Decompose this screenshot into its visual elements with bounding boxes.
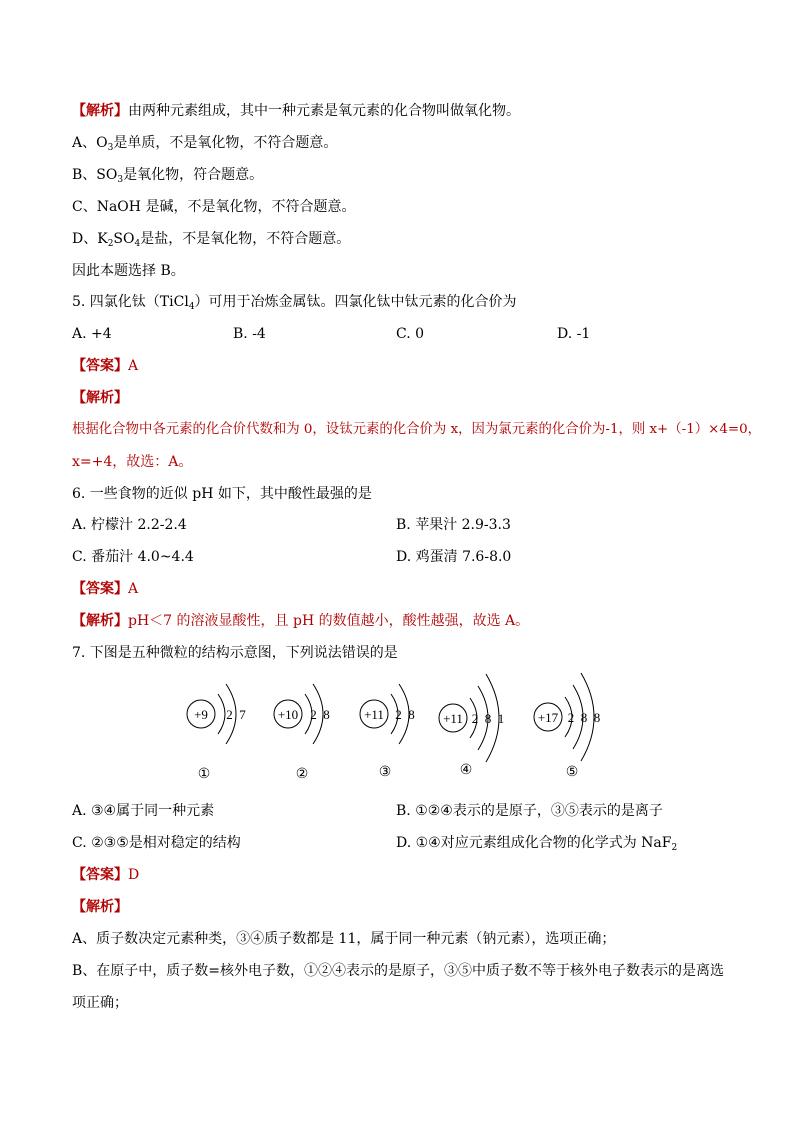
- q5-explain-line1: 根据化合物中各元素的化合价代数和为 0，设钛元素的化合价为 x，因为氯元素的化合价为-1，则 x+（-1）×4=0，: [72, 422, 761, 437]
- analysis-tag: 【解析】: [72, 103, 128, 119]
- particle-1: [187, 684, 246, 782]
- q5-answer: [72, 356, 138, 376]
- atomic-structure-diagram: [0, 668, 794, 788]
- nucleus-charge: +10: [277, 707, 299, 722]
- particle-2: [274, 684, 330, 782]
- electron-shells: 2 8: [395, 707, 415, 722]
- particle-4: [439, 674, 504, 778]
- q6-option-b: B. 苹果汁 2.9-3.3: [396, 517, 511, 533]
- q6-answer: 【答案】A: [72, 581, 139, 597]
- q6-stem: 6. 一些食物的近似 pH 如下，其中酸性最强的是: [72, 486, 372, 502]
- q7-answer: 【答案】D: [72, 867, 140, 883]
- particle-label: ④: [459, 763, 473, 778]
- q7-option-c: C. ②③⑤是相对稳定的结构: [72, 835, 241, 851]
- nucleus-charge: +17: [537, 710, 559, 725]
- electron-shells: 2 7: [226, 707, 246, 722]
- q6-option-a: A. 柠檬汁 2.2-2.4: [72, 517, 187, 533]
- particle-label: ③: [378, 765, 392, 780]
- q5-option-c: C. 0: [396, 326, 425, 342]
- nucleus-charge: +11: [443, 711, 463, 726]
- q6-option-c: C. 番茄汁 4.0~4.4: [72, 549, 194, 565]
- q4-option-c-explain: C、NaOH 是碱，不是氧化物，不符合题意。: [72, 199, 356, 215]
- electron-shells: 2 8 1: [471, 711, 505, 726]
- particle-5: [534, 673, 600, 780]
- particle-label: ②: [295, 767, 309, 782]
- q7-answer-value: D: [128, 867, 140, 883]
- q5-stem: 5. 四氯化钛（TiCl$_4$）可用于冶炼金属钛。四氯化钛中钛元素的化合价为: [72, 294, 517, 312]
- electron-shells: 2 8: [310, 707, 330, 722]
- q7-explain-b-line2: 项正确；: [72, 995, 128, 1011]
- q7-option-d: D. ①④对应元素组成化合物的化学式为 NaF$_2$: [396, 835, 678, 853]
- q5-answer-value: A: [128, 358, 139, 374]
- particle-label: ⑤: [565, 765, 579, 780]
- electron-shells: 2 8 8: [567, 710, 601, 725]
- q7-stem: 7. 下图是五种微粒的结构示意图，下列说法错误的是: [72, 645, 398, 661]
- q7-option-a: A. ③④属于同一种元素: [72, 803, 215, 819]
- q7-explain-a: A、质子数决定元素种类，③④质子数都是 11，属于同一种元素（钠元素），选项正确；: [72, 931, 616, 947]
- q4-option-d-explain: D、$K_2SO_4$是盐，不是氧化物，不符合题意。: [72, 231, 351, 249]
- answer-tag: 【答案】: [72, 358, 128, 374]
- q4-option-b-explain: B、$SO_3$是氧化物，符合题意。: [72, 167, 264, 185]
- particle-label: ①: [197, 767, 211, 782]
- q4-conclusion: 因此本题选择 B。: [72, 263, 185, 279]
- q5-analysis-tag: 【解析】: [72, 390, 128, 406]
- q5-option-b: B. -4: [233, 326, 266, 342]
- q6-option-d: D. 鸡蛋清 7.6-8.0: [396, 549, 512, 565]
- q5-option-a: A. +4: [72, 326, 112, 342]
- q7-explain-b-line1: B、在原子中，质子数=核外电子数，①②④表示的是原子，③⑤中质子数不等于核外电子数表示的是离选: [72, 963, 725, 979]
- particle-3: [360, 684, 415, 780]
- q7-option-b: B. ①②④表示的是原子，③⑤表示的是离子: [396, 803, 663, 819]
- q6-analysis: 【解析】pH＜7 的溶液显酸性，且 pH 的数值越小，酸性越强，故选 A。: [72, 613, 530, 629]
- q5-explain-line2: x=+4，故选：A。: [72, 454, 193, 470]
- q6-analysis-text: pH＜7 的溶液显酸性，且 pH 的数值越小，酸性越强，故选 A。: [128, 613, 530, 629]
- q5-option-d: D. -1: [557, 326, 591, 342]
- q4-analysis: [72, 101, 520, 121]
- q4-option-a-explain: A、$O_3$是单质，不是氧化物，不符合题意。: [72, 135, 338, 153]
- nucleus-charge: +11: [364, 707, 384, 722]
- q4-analysis-text: 由两种元素组成，其中一种元素是氧元素的化合物叫做氧化物。: [128, 103, 520, 119]
- nucleus-charge: +9: [194, 707, 208, 722]
- q7-analysis-tag: 【解析】: [72, 899, 128, 915]
- q6-answer-value: A: [128, 581, 139, 597]
